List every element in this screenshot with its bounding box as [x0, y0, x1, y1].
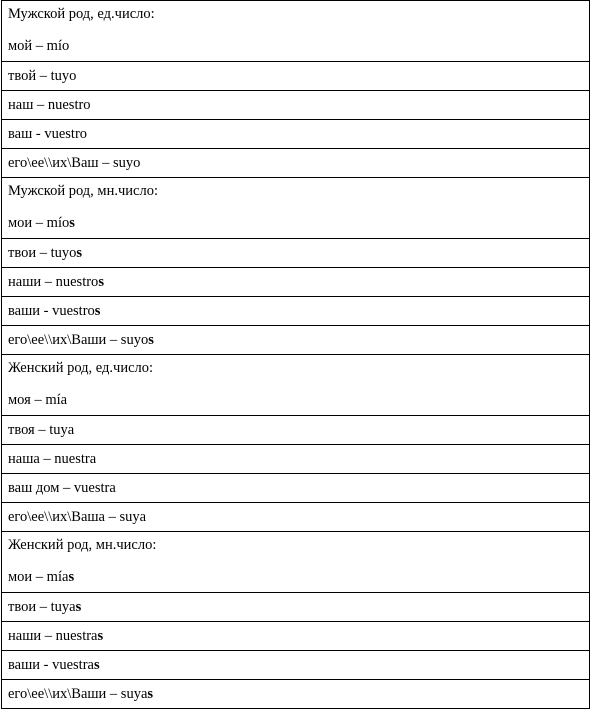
- table-cell: [2, 326, 590, 355]
- cell-text: его\ее\\их\Ваш – suyo: [8, 155, 141, 171]
- table-row: [2, 149, 590, 178]
- table-cell: [2, 62, 590, 91]
- table-row: [2, 503, 590, 532]
- cell-text: мой – mío: [8, 38, 70, 54]
- table-cell: [2, 1, 590, 62]
- cell-text: ваш дом – vuestra: [8, 480, 116, 496]
- table-row: [2, 532, 590, 593]
- plural-ending: s: [147, 686, 154, 702]
- table-cell: [2, 297, 590, 326]
- section-heading: Мужской род, мн.число:: [8, 183, 158, 199]
- table-row: [2, 91, 590, 120]
- table-cell: [2, 622, 590, 651]
- possessive-pronouns-table: [1, 0, 590, 709]
- table-cell: [2, 120, 590, 149]
- section-heading: Женский род, ед.число:: [8, 360, 154, 376]
- table-row: [2, 268, 590, 297]
- table-cell: [2, 474, 590, 503]
- cell-text: наш – nuestro: [8, 97, 91, 113]
- plural-ending: s: [75, 599, 82, 615]
- section-heading: Женский род, мн.число:: [8, 537, 157, 553]
- cell-text: наши – nuestro: [8, 274, 99, 290]
- table-cell: [2, 416, 590, 445]
- cell-text: его\ее\\их\Ваши – suyo: [8, 332, 149, 348]
- cell-text: мои – mío: [8, 215, 70, 231]
- plural-ending: s: [97, 628, 104, 644]
- table-cell: [2, 355, 590, 416]
- table-cell: [2, 532, 590, 593]
- table-cell: [2, 593, 590, 622]
- cell-text: ваши - vuestro: [8, 303, 95, 319]
- table-row: [2, 178, 590, 239]
- table-cell: [2, 239, 590, 268]
- table-row: [2, 680, 590, 709]
- cell-text: ваши - vuestra: [8, 657, 94, 673]
- table-cell: [2, 680, 590, 709]
- table-row: [2, 120, 590, 149]
- table-cell: [2, 149, 590, 178]
- cell-text: ваш - vuestro: [8, 126, 88, 142]
- table-row: [2, 651, 590, 680]
- plural-ending: s: [69, 215, 75, 231]
- plural-ending: s: [76, 245, 83, 261]
- cell-text: моя – mía: [8, 392, 68, 408]
- plural-ending: s: [68, 569, 75, 585]
- table-row: [2, 593, 590, 622]
- table-row: [2, 297, 590, 326]
- table-row: [2, 1, 590, 62]
- table-cell: [2, 178, 590, 239]
- cell-text: его\ее\\их\Ваша – suya: [8, 509, 147, 525]
- table-row: [2, 62, 590, 91]
- cell-text: твоя – tuya: [8, 422, 75, 438]
- cell-text: мои – mía: [8, 569, 69, 585]
- table-cell: [2, 91, 590, 120]
- section-heading: Мужской род, ед.число:: [8, 6, 155, 22]
- cell-text: твой – tuyo: [8, 68, 77, 84]
- table-cell: [2, 268, 590, 297]
- cell-text: наша – nuestra: [8, 451, 97, 467]
- table-row: [2, 416, 590, 445]
- table-row: [2, 239, 590, 268]
- cell-text: наши – nuestra: [8, 628, 98, 644]
- plural-ending: s: [94, 303, 101, 319]
- table-cell: [2, 445, 590, 474]
- table-cell: [2, 503, 590, 532]
- plural-ending: s: [148, 332, 154, 348]
- table-row: [2, 474, 590, 503]
- cell-text: твои – tuyo: [8, 245, 77, 261]
- table-cell: [2, 651, 590, 680]
- plural-ending: s: [98, 274, 104, 290]
- plural-ending: s: [93, 657, 100, 673]
- table-row: [2, 326, 590, 355]
- table-row: [2, 622, 590, 651]
- cell-text: твои – tuya: [8, 599, 76, 615]
- table-row: [2, 445, 590, 474]
- table-row: [2, 355, 590, 416]
- cell-text: его\ее\\их\Ваши – suya: [8, 686, 148, 702]
